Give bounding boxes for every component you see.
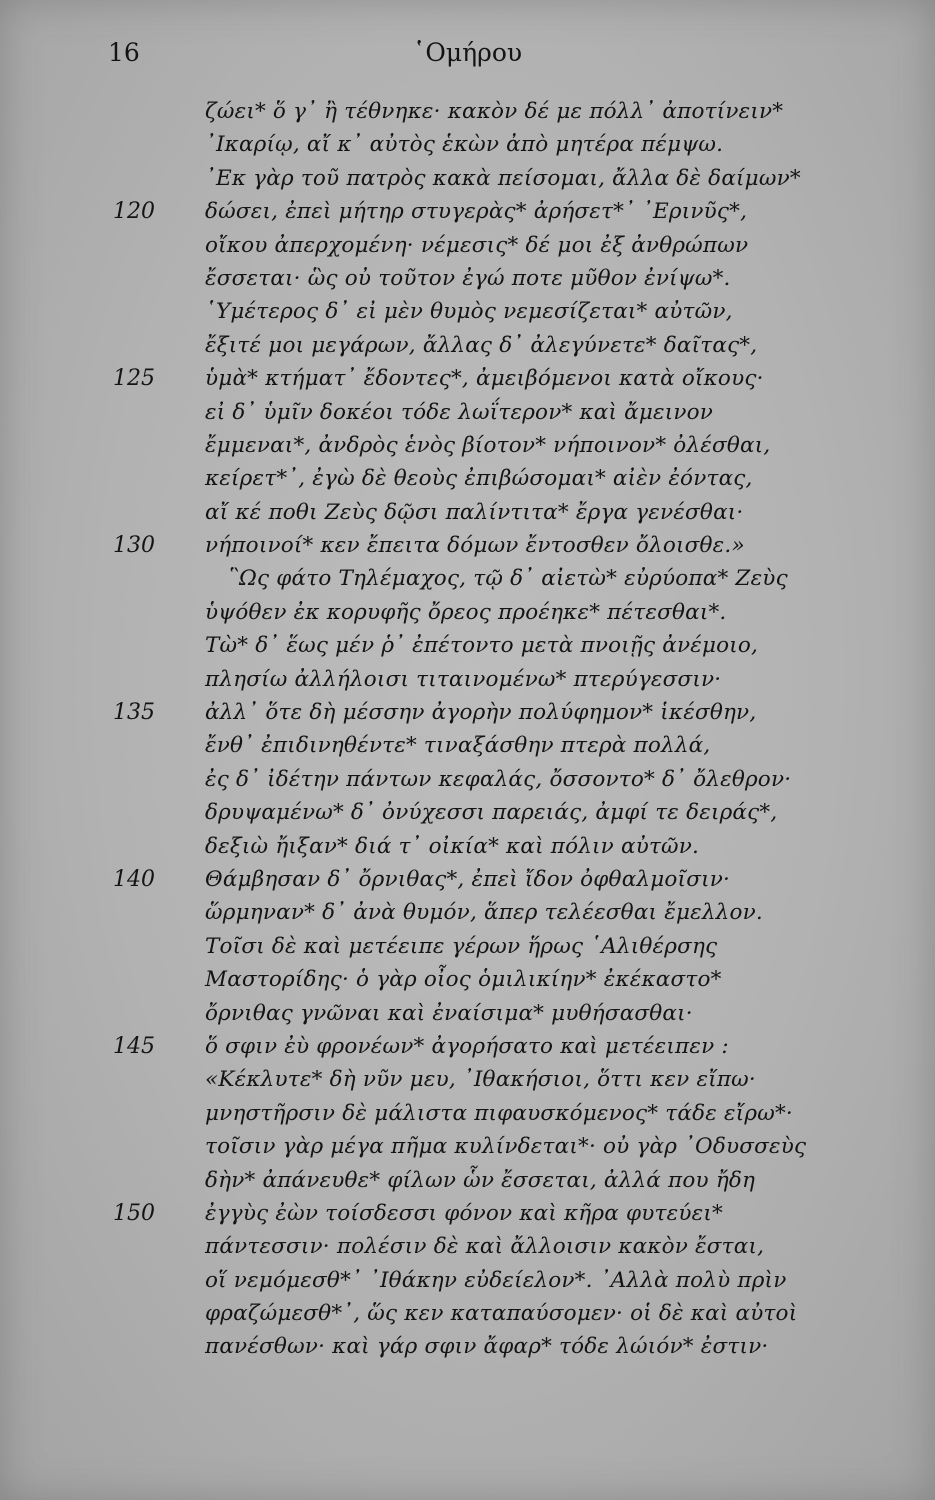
verse-text: ᾽Εκ γὰρ τοῦ πατρὸς κακὰ πείσομαι, ἄλλα δὲ δαίμων* <box>205 165 801 191</box>
verse-line <box>0 462 935 495</box>
verse-line <box>0 295 935 328</box>
verse-line <box>0 1197 935 1230</box>
verse-line <box>0 396 935 429</box>
verse-line <box>0 1264 935 1297</box>
verse-text: ἐς δ᾽ ἰδέτην πάντων κεφαλάς, ὄσσοντο* δ᾽ ὄλεθρον· <box>205 766 792 792</box>
verse-text: δὴν* ἀπάνευθε* φίλων ὧν ἔσσεται, ἀλλά που ἤδη <box>205 1167 756 1193</box>
verse-text: πάντεσσιν· πολέσιν δὲ καὶ ἄλλοισιν κακὸν ἔσται, <box>205 1234 765 1260</box>
verse-text: ὑψόθεν ἐκ κορυφῆς ὄρεος προέηκε* πέτεσθαι*. <box>205 599 727 625</box>
verse-text: ἔσσεται· ὣς οὐ τοῦτον ἐγώ ποτε μῦθον ἐνίψω*. <box>205 265 731 291</box>
verse-text: Τοῖσι δὲ καὶ μετέειπε γέρων ἥρως ῾Αλιθέρσης <box>205 933 718 959</box>
verse-text: Μαστορίδης· ὁ γὰρ οἶος ὁμιλικίην* ἐκέκαστο* <box>205 967 722 993</box>
page-header <box>0 38 935 78</box>
verse-line <box>0 1230 935 1263</box>
running-title: ῾Ομήρου <box>412 38 523 67</box>
verse-line <box>0 195 935 228</box>
line-number: 130 <box>113 533 155 559</box>
verse-text: πλησίω ἀλλήλοισι τιταινομένω* πτερύγεσσιν· <box>205 666 722 692</box>
verse-text: Θάμβησαν δ᾽ ὄρνιθας*, ἐπεὶ ἴδον ὀφθαλμοῖσιν· <box>205 866 730 892</box>
verse-line <box>0 930 935 963</box>
verse-line <box>0 329 935 362</box>
verse-line <box>0 529 935 562</box>
verse-line <box>0 629 935 662</box>
line-number: 125 <box>113 366 155 392</box>
line-number: 120 <box>113 199 155 225</box>
verse-text: ἔξιτέ μοι μεγάρων, ἄλλας δ᾽ ἀλεγύνετε* δαῖτας*, <box>205 332 758 358</box>
line-number: 135 <box>113 700 155 726</box>
verse-text: ἀλλ᾽ ὅτε δὴ μέσσην ἀγορὴν πολύφημον* ἱκέσθην, <box>205 700 757 726</box>
verse-text: ὄρνιθας γνῶναι καὶ ἐναίσιμα* μυθήσασθαι· <box>205 1000 693 1026</box>
verse-line <box>0 95 935 128</box>
verse-text: ὥρμηναν* δ᾽ ἀνὰ θυμόν, ἅπερ τελέεσθαι ἔμελλον. <box>205 900 763 926</box>
verse-line <box>0 1330 935 1363</box>
verse-line <box>0 229 935 262</box>
verse-text: Τὼ* δ᾽ ἕως μέν ῥ᾽ ἐπέτοντο μετὰ πνοιῇς ἀνέμοιο, <box>205 633 759 659</box>
verse-line <box>0 763 935 796</box>
verse-line <box>0 729 935 762</box>
verse-line <box>0 162 935 195</box>
verse-text: οἴκου ἀπερχομένη· νέμεσις* δέ μοι ἐξ ἀνθρώπων <box>205 232 749 258</box>
verse-text: νήποινοί* κεν ἔπειτα δόμων ἔντοσθεν ὄλοισθε.» <box>205 533 745 559</box>
verse-line <box>0 1097 935 1130</box>
verse-text: φραζώμεσθ*᾽, ὥς κεν καταπαύσομεν· οἱ δὲ καὶ αὐτοὶ <box>205 1301 798 1327</box>
verse-line <box>0 562 935 595</box>
verse-text: ἐγγὺς ἐὼν τοίσδεσσι φόνον καὶ κῆρα φυτεύει* <box>205 1200 723 1226</box>
verse-text: δεξιὼ ἤιξαν* διά τ᾽ οἰκία* καὶ πόλιν αὐτῶν. <box>205 833 700 859</box>
verse-text: πανέσθων· καὶ γάρ σφιν ἄφαρ* τόδε λώιόν* ἐστιν· <box>205 1334 769 1360</box>
page-number: 16 <box>108 38 140 67</box>
verse-line <box>0 596 935 629</box>
verse-text: ἔνθ᾽ ἐπιδινηθέντε* τιναξάσθην πτερὰ πολλά, <box>205 733 711 759</box>
verse-line <box>0 128 935 161</box>
verse-line <box>0 262 935 295</box>
verse-text: ὑμὰ* κτήματ᾽ ἔδοντες*, ἀμειβόμενοι κατὰ οἴκους· <box>205 366 764 392</box>
verse-line <box>0 896 935 929</box>
verse-line <box>0 963 935 996</box>
verse-text: ἔμμεναι*, ἀνδρὸς ἑνὸς βίοτον* νήποινον* ὀλέσθαι, <box>205 432 771 458</box>
verse-text: οἵ νεμόμεσθ*᾽ ᾽Ιθάκην εὐδείελον*. ᾽Αλλὰ πολὺ πρὶν <box>205 1267 787 1293</box>
verse-text: ῝Ως φάτο Τηλέμαχος, τῷ δ᾽ αἰετὼ* εὐρύοπα* Ζεὺς <box>228 566 788 592</box>
verse-text: αἴ κέ ποθι Ζεὺς δῷσι παλίντιτα* ἔργα γενέσθαι· <box>205 499 744 525</box>
verse-line <box>0 1063 935 1096</box>
verse-line <box>0 1130 935 1163</box>
verse-line <box>0 496 935 529</box>
verse-text: ῾Υμέτερος δ᾽ εἰ μὲν θυμὸς νεμεσίζεται* αὐτῶν, <box>205 299 733 325</box>
verse-line <box>0 863 935 896</box>
verse-line <box>0 429 935 462</box>
verse-line <box>0 997 935 1030</box>
verse-text: «Κέκλυτε* δὴ νῦν μευ, ᾽Ιθακήσιοι, ὅττι κεν εἴπω· <box>205 1067 756 1093</box>
verse-text: κείρετ*᾽, ἐγὼ δὲ θεοὺς ἐπιβώσομαι* αἰὲν ἐόντας, <box>205 466 753 492</box>
verse-line <box>0 1164 935 1197</box>
verse-line <box>0 362 935 395</box>
verse-text: ᾽Ικαρίῳ, αἴ κ᾽ αὐτὸς ἑκὼν ἀπὸ μητέρα πέμψω. <box>205 132 724 158</box>
verse-text: μνηστῆρσιν δὲ μάλιστα πιφαυσκόμενος* τάδε εἴρω*· <box>205 1100 793 1126</box>
verse-text: δρυψαμένω* δ᾽ ὀνύχεσσι παρειάς, ἀμφί τε δειράς*, <box>205 800 778 826</box>
verse-line <box>0 696 935 729</box>
verse-text: ζώει* ὅ γ᾽ ἢ τέθνηκε· κακὸν δέ με πόλλ᾽ ἀποτίνειν* <box>205 99 784 124</box>
verse-block <box>0 95 935 1364</box>
verse-line <box>0 1297 935 1330</box>
line-number: 140 <box>113 866 155 892</box>
verse-text: δώσει, ἐπεὶ μήτηρ στυγερὰς* ἀρήσετ*᾽ ᾽Ερινῦς*, <box>205 199 748 225</box>
verse-line <box>0 796 935 829</box>
verse-text: ὅ σφιν ἐὺ φρονέων* ἀγορήσατο καὶ μετέειπεν : <box>205 1033 729 1059</box>
verse-text: τοῖσιν γὰρ μέγα πῆμα κυλίνδεται*· οὐ γὰρ ᾽Οδυσσεὺς <box>205 1134 807 1160</box>
verse-line <box>0 1030 935 1063</box>
verse-line <box>0 663 935 696</box>
verse-line <box>0 830 935 863</box>
line-number: 145 <box>113 1033 155 1059</box>
verse-text: εἰ δ᾽ ὑμῖν δοκέοι τόδε λωΐτερον* καὶ ἄμεινον <box>205 399 714 425</box>
line-number: 150 <box>113 1200 155 1226</box>
